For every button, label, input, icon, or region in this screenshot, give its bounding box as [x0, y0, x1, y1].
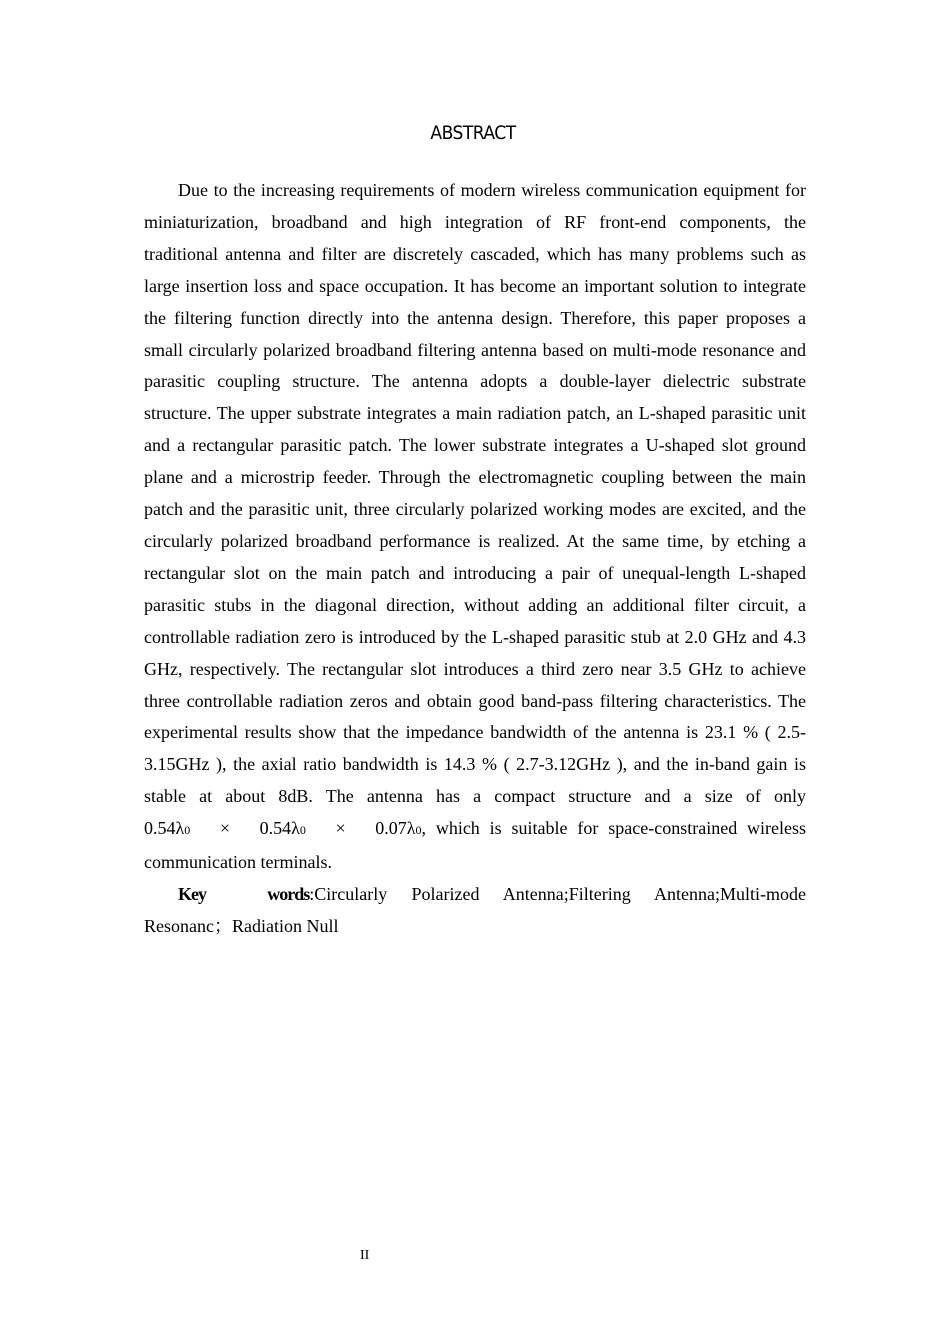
keywords-text: :Circularly Polarized Antenna;Filtering Antenna;Multi-mode Resonanc；Radiation Null	[144, 883, 806, 936]
times-symbol-1: ×	[219, 818, 230, 839]
size-dimension-a: 0.54λ	[144, 818, 185, 839]
abstract-title: ABSTRACT	[430, 122, 516, 144]
abstract-text-part2: , which is suitable for space-constrained wireless communication terminals.	[144, 818, 807, 873]
size-subscript-b: 0	[299, 823, 306, 838]
size-dimension-b: 0.54λ	[259, 818, 300, 839]
size-dimension-c: 0.07λ	[375, 818, 416, 839]
size-subscript-c: 0	[415, 823, 422, 838]
abstract-text-part1: Due to the increasing requirements of modern wireless communication equipment for miniaturization, broadband and high integration of RF front-end components, the traditional antenna and filter are discretely cascaded, which has many problems such as large insertion loss and space occupation. It has become an important solution to integrate the filtering function directly into the antenna design. Therefore, this paper proposes a small circularly polarized broadband filtering antenna based on multi-mode resonance and parasitic coupling structure. The antenna adopts a double-layer dielectric substrate structure. The upper substrate integrates a main radiation patch, an L-shaped parasitic unit and a rectangular parasitic patch. The lower substrate integrates a U-shaped slot ground plane and a microstrip feeder. Through the electromagnetic coupling between the main patch and the parasitic unit, three circularly polarized working modes are excited, and the circularly polarized broadband performance is realized. At the same time, by etching a rectangular slot on the main patch and introducing a pair of unequal-length L-shaped parasitic stubs in the diagonal direction, without adding an additional filter circuit, a controllable radiation zero is introduced by the L-shaped parasitic stub at 2.0 GHz and 4.3 GHz, respectively. The rectangular slot introduces a third zero near 3.5 GHz to achieve three controllable radiation zeros and obtain good band-pass filtering characteristics. The experimental results show that the impedance bandwidth of the antenna is 23.1 % ( 2.5-3.15GHz ), the axial ratio bandwidth is 14.3 % ( 2.7-3.12GHz ), and the in-band gain is stable at about 8dB. The antenna has a compact structure and a size of only	[144, 180, 806, 807]
size-subscript-a: 0	[184, 823, 191, 838]
page-number: II	[360, 1248, 370, 1263]
abstract-paragraph	[144, 175, 806, 879]
abstract-body	[144, 175, 806, 943]
keywords-label: Key words	[178, 883, 310, 904]
times-symbol-2: ×	[335, 818, 346, 839]
keywords-paragraph	[144, 879, 806, 943]
